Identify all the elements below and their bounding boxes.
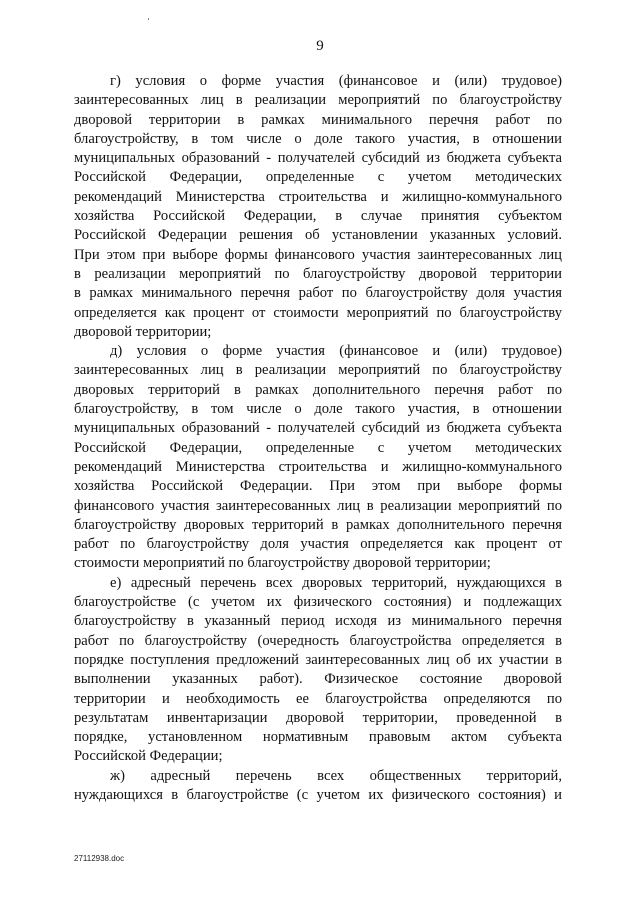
text-line: выполнении указанных работ). Физическое состояние дворовой xyxy=(74,671,562,688)
text-line: благоустройству дворовых территорий в рамках дополнительного перечня xyxy=(74,516,562,533)
text-line: заинтересованных лиц в реализации мероприятий по благоустройству xyxy=(74,92,562,109)
text-line: результатам инвентаризации дворовой территории, проведенной в xyxy=(74,709,562,726)
text-line: дворовой территории в рамках минимального перечня работ по xyxy=(74,111,562,128)
text-line: д) условия о форме участия (финансовое и (или) трудовое) xyxy=(110,343,562,360)
scan-mark xyxy=(148,18,149,20)
paragraph-d xyxy=(74,342,562,574)
text-line: порядке поступления предложений заинтересованных лиц об их участии в xyxy=(74,651,562,668)
text-line: порядке, установленном нормативным правовым актом субъекта xyxy=(74,729,562,746)
text-line: определяется как процент от стоимости мероприятий по благоустройству xyxy=(74,304,562,321)
text-line: Российской Федерации решения об установлении указанных условий. xyxy=(74,227,562,244)
text-line: При этом при выборе формы финансового участия заинтересованных лиц xyxy=(74,246,562,263)
text-line: благоустройству в указанный период исходя из минимального перечня xyxy=(74,613,562,630)
page-number: 9 xyxy=(316,38,324,54)
text-line: заинтересованных лиц в реализации мероприятий по благоустройству xyxy=(74,362,562,379)
paragraph-e xyxy=(74,574,562,767)
text-line: рекомендаций Министерства строительства и жилищно-коммунального xyxy=(74,188,562,205)
text-line: г) условия о форме участия (финансовое и (или) трудовое) xyxy=(110,73,562,89)
text-line: муниципальных образований - получателей субсидий из бюджета субъекта xyxy=(74,420,562,437)
text-line: Российской Федерации, определенные с учетом методических xyxy=(74,439,562,456)
text-line: е) адресный перечень всех дворовых территорий, нуждающихся в xyxy=(110,574,562,591)
text-line: хозяйства Российской Федерации. При этом при выборе формы xyxy=(74,478,562,495)
text-line: работ по благоустройству (очередность благоустройства определяется в xyxy=(74,632,562,649)
text-line: стоимости мероприятий по благоустройству дворовой территории; xyxy=(74,555,491,572)
text-line: дворовой территории; xyxy=(74,323,212,340)
text-line: Российской Федерации; xyxy=(74,748,223,765)
text-line: муниципальных образований - получателей субсидий из бюджета субъекта xyxy=(74,150,562,167)
text-line: ж) адресный перечень всех общественных территорий, xyxy=(110,767,562,784)
text-line: дворовых территорий в рамках дополнительного перечня работ по xyxy=(74,381,562,398)
text-line: благоустройстве (с учетом их физического состояния) и подлежащих xyxy=(74,594,562,611)
footer-filename: 27112938.doc xyxy=(74,854,125,863)
text-line: благоустройству, в том числе о доле такого участия, в отношении xyxy=(74,401,562,418)
text-line: работ по благоустройству доля участия определяется как процент от xyxy=(74,536,562,553)
text-line: рекомендаций Министерства строительства и жилищно-коммунального xyxy=(74,458,562,475)
text-line: благоустройству, в том числе о доле такого участия, в отношении xyxy=(74,130,562,147)
text-line: нуждающихся в благоустройстве (с учетом их физического состояния) и xyxy=(74,786,562,803)
text-line: хозяйства Российской Федерации, в случае принятия субъектом xyxy=(74,208,562,225)
text-line: в рамках минимального перечня работ по благоустройству доля участия xyxy=(74,285,562,302)
text-line: Российской Федерации, определенные с учетом методических xyxy=(74,169,562,186)
text-line: финансового участия заинтересованных лиц в реализации мероприятий по xyxy=(74,497,562,514)
paragraph-g xyxy=(74,72,562,342)
text-line: в реализации мероприятий по благоустройству дворовой территории xyxy=(74,265,562,282)
paragraph-zh xyxy=(74,767,562,806)
document-body xyxy=(74,72,562,805)
text-line: территории и необходимость ее благоустройства определяются по xyxy=(74,690,562,707)
